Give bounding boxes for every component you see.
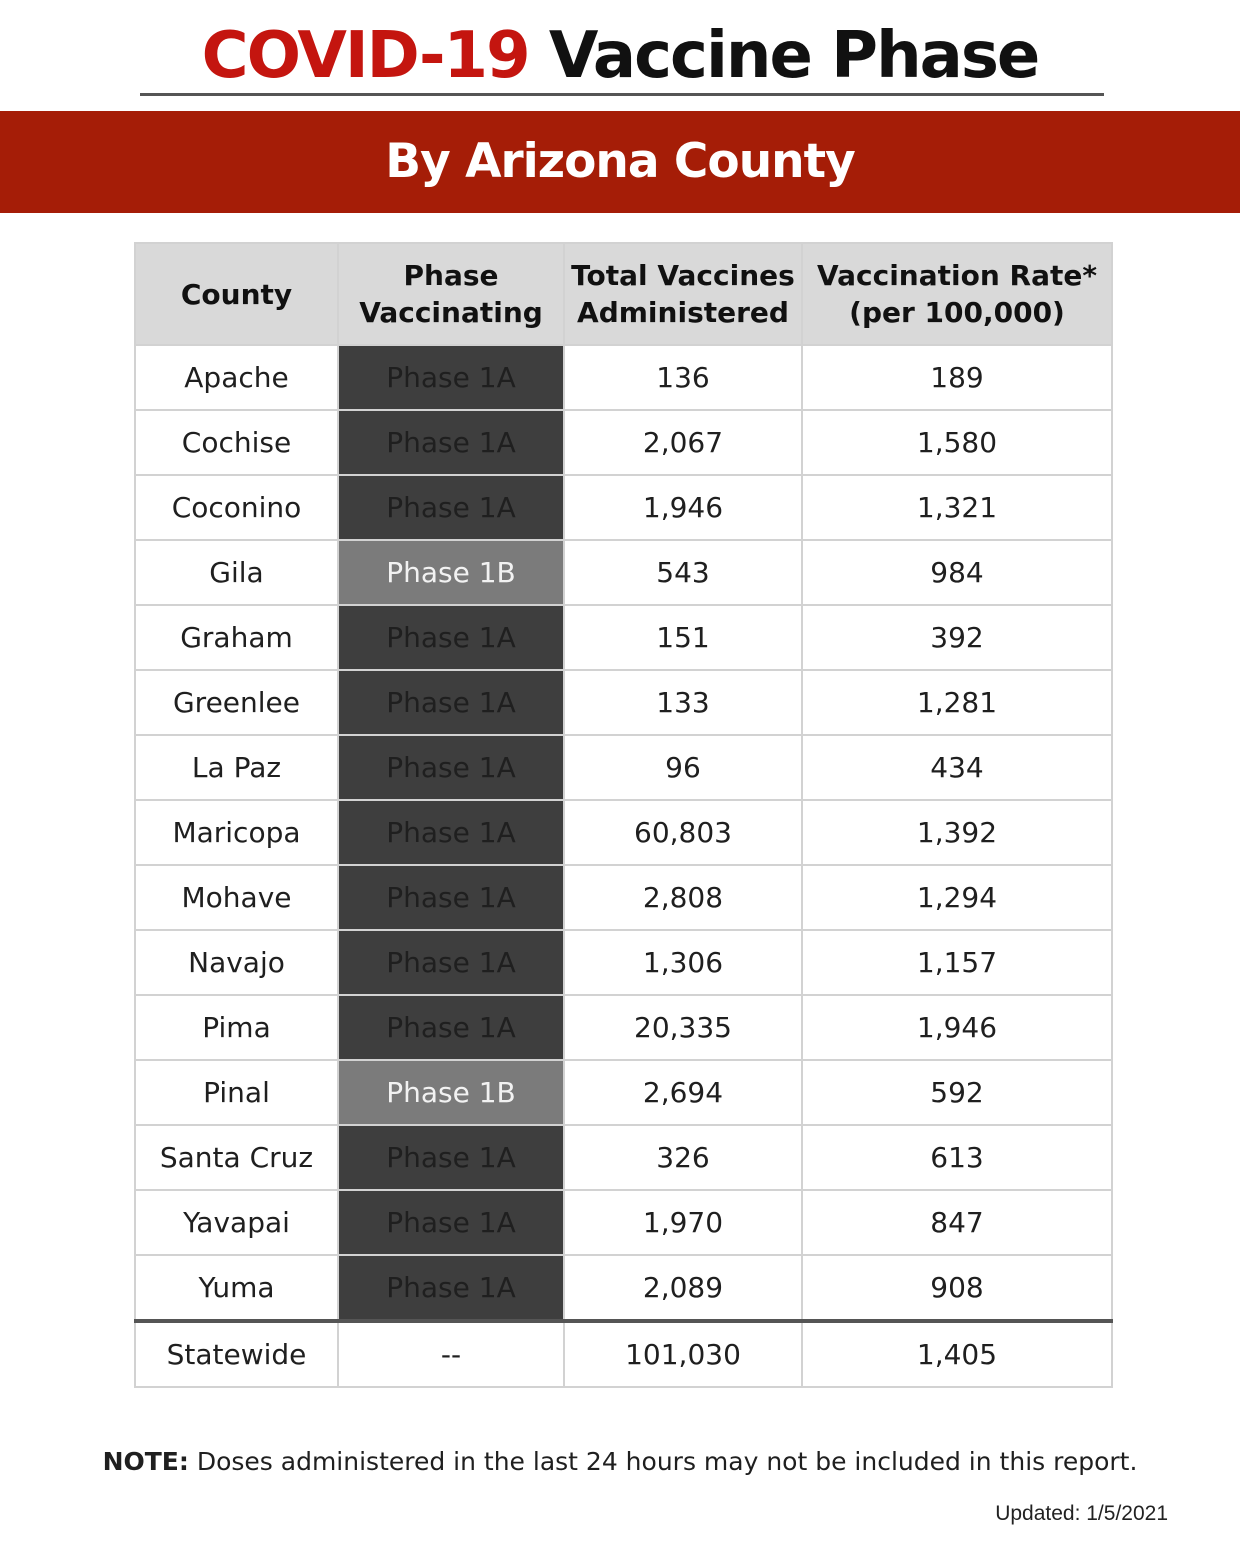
column-header-total: Total Vaccines Administered (564, 243, 802, 345)
phase-cell: Phase 1A (338, 1255, 564, 1321)
county-cell: Maricopa (135, 800, 338, 865)
total-vaccines-cell: 136 (564, 345, 802, 410)
county-cell: Yavapai (135, 1190, 338, 1255)
county-cell: Pinal (135, 1060, 338, 1125)
county-cell: Yuma (135, 1255, 338, 1321)
vaccination-rate-cell: 613 (802, 1125, 1112, 1190)
total-vaccines-cell: 2,694 (564, 1060, 802, 1125)
total-vaccines-cell: 326 (564, 1125, 802, 1190)
total-vaccines-cell: 543 (564, 540, 802, 605)
total-vaccines-cell: 2,089 (564, 1255, 802, 1321)
total-vaccines-cell: 101,030 (564, 1321, 802, 1387)
title-red-part: COVID-19 (201, 19, 529, 93)
table-row (135, 540, 1112, 605)
phase-cell: Phase 1A (338, 865, 564, 930)
county-cell: Mohave (135, 865, 338, 930)
total-vaccines-cell: 96 (564, 735, 802, 800)
phase-cell: Phase 1A (338, 800, 564, 865)
total-vaccines-cell: 133 (564, 670, 802, 735)
title-underline (140, 93, 1104, 96)
vaccination-rate-cell: 1,157 (802, 930, 1112, 995)
table-row (135, 1255, 1112, 1321)
county-cell: Cochise (135, 410, 338, 475)
vaccine-table (134, 242, 1113, 1388)
total-vaccines-cell: 1,970 (564, 1190, 802, 1255)
phase-cell: Phase 1A (338, 930, 564, 995)
total-vaccines-cell: 2,808 (564, 865, 802, 930)
total-vaccines-cell: 151 (564, 605, 802, 670)
vaccination-rate-cell: 1,281 (802, 670, 1112, 735)
subtitle-banner: By Arizona County (0, 111, 1240, 213)
county-cell: Navajo (135, 930, 338, 995)
table-row (135, 1190, 1112, 1255)
table-header-row (135, 243, 1112, 345)
table-body (135, 345, 1112, 1387)
phase-cell: Phase 1A (338, 410, 564, 475)
page-title (0, 14, 1240, 98)
table-row (135, 605, 1112, 670)
footnote (0, 1444, 1240, 1480)
county-cell: Santa Cruz (135, 1125, 338, 1190)
vaccination-rate-cell: 1,392 (802, 800, 1112, 865)
total-vaccines-cell: 1,306 (564, 930, 802, 995)
total-vaccines-cell: 60,803 (564, 800, 802, 865)
county-cell: Graham (135, 605, 338, 670)
updated-date: Updated: 1/5/2021 (995, 1502, 1168, 1525)
vaccination-rate-cell: 1,405 (802, 1321, 1112, 1387)
county-cell: Pima (135, 995, 338, 1060)
title-black-part: Vaccine Phase (548, 19, 1039, 93)
table-row (135, 345, 1112, 410)
phase-cell: Phase 1A (338, 345, 564, 410)
table-row (135, 1060, 1112, 1125)
county-cell: Statewide (135, 1321, 338, 1387)
vaccination-rate-cell: 392 (802, 605, 1112, 670)
column-header-rate: Vaccination Rate* (per 100,000) (802, 243, 1112, 345)
table-row (135, 995, 1112, 1060)
column-header-phase: Phase Vaccinating (338, 243, 564, 345)
phase-cell: Phase 1A (338, 670, 564, 735)
county-cell: Coconino (135, 475, 338, 540)
vaccination-rate-cell: 592 (802, 1060, 1112, 1125)
vaccination-rate-cell: 984 (802, 540, 1112, 605)
table-row (135, 475, 1112, 540)
table-row (135, 800, 1112, 865)
county-cell: Greenlee (135, 670, 338, 735)
total-vaccines-cell: 1,946 (564, 475, 802, 540)
note-label: NOTE: (102, 1447, 189, 1476)
statewide-row (135, 1321, 1112, 1387)
phase-cell: Phase 1A (338, 995, 564, 1060)
vaccination-rate-cell: 1,321 (802, 475, 1112, 540)
phase-cell: Phase 1B (338, 540, 564, 605)
phase-cell: Phase 1A (338, 475, 564, 540)
county-cell: Gila (135, 540, 338, 605)
total-vaccines-cell: 20,335 (564, 995, 802, 1060)
vaccination-rate-cell: 1,946 (802, 995, 1112, 1060)
county-cell: La Paz (135, 735, 338, 800)
column-header-county: County (135, 243, 338, 345)
table-row (135, 670, 1112, 735)
table-row (135, 930, 1112, 995)
phase-cell: Phase 1A (338, 1125, 564, 1190)
total-vaccines-cell: 2,067 (564, 410, 802, 475)
phase-cell: Phase 1A (338, 1190, 564, 1255)
note-text: Doses administered in the last 24 hours may not be included in this report. (188, 1447, 1138, 1476)
vaccination-rate-cell: 847 (802, 1190, 1112, 1255)
county-cell: Apache (135, 345, 338, 410)
vaccination-rate-cell: 1,294 (802, 865, 1112, 930)
phase-cell: -- (338, 1321, 564, 1387)
phase-cell: Phase 1A (338, 735, 564, 800)
vaccination-rate-cell: 434 (802, 735, 1112, 800)
phase-cell: Phase 1A (338, 605, 564, 670)
vaccination-rate-cell: 189 (802, 345, 1112, 410)
table-row (135, 865, 1112, 930)
phase-cell: Phase 1B (338, 1060, 564, 1125)
vaccination-rate-cell: 908 (802, 1255, 1112, 1321)
table-row (135, 735, 1112, 800)
table-row (135, 410, 1112, 475)
vaccination-rate-cell: 1,580 (802, 410, 1112, 475)
table-row (135, 1125, 1112, 1190)
